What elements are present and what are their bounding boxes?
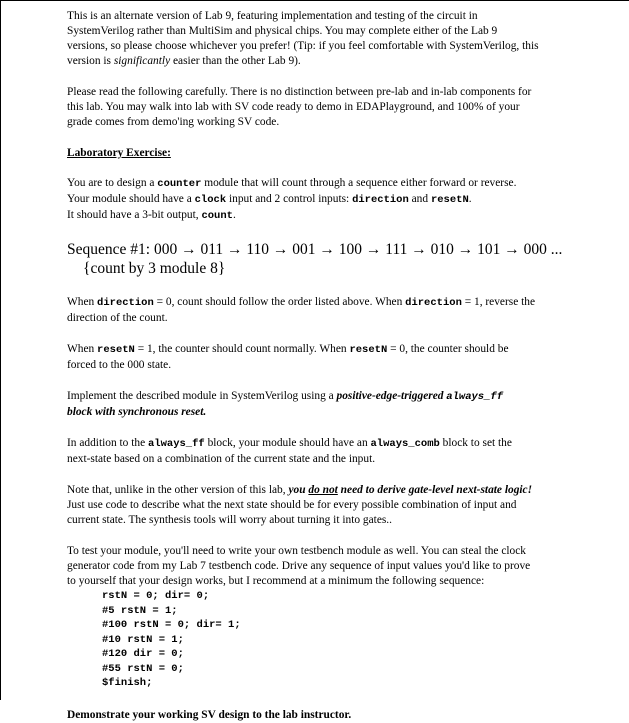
task-text: It should have a 3-bit output, [67, 209, 202, 221]
intro-line: versions, so please choose whichever you prefer! (Tip: if you feel comfortable with SystemVerilog, this [67, 40, 539, 52]
intro-line: SystemVerilog rather than MultiSim and physical chips. You may complete either of the Lab 9 [67, 25, 498, 37]
para-text: = 1, reverse the [461, 296, 536, 308]
code-always-ff: always_ff [148, 438, 205, 450]
code-count: count [201, 210, 233, 222]
notice-line: Please read the following carefully. There is no distinction between pre-lab and in-lab components for [67, 86, 532, 98]
task-text: Your module should have a [67, 193, 195, 205]
para-text: To test your module, you'll need to write your own testbench module as well. You can steal the clock [67, 545, 526, 557]
testbench-code-block [67, 589, 615, 691]
para-text: generator code from my Lab 7 testbench code. Drive any sequence of input values you'd like to prove [67, 560, 531, 572]
notice-paragraph [67, 85, 615, 130]
task-text: . [232, 209, 236, 221]
code-always-ff: always_ff [446, 391, 504, 403]
section-heading: Laboratory Exercise: [67, 147, 171, 159]
code-direction: direction [352, 194, 409, 206]
para-text: next-state based on a combination of the current state and the input. [67, 453, 376, 465]
para-text: forced to the 000 state. [67, 359, 172, 371]
code-direction: direction [405, 297, 462, 309]
code-line: #10 rstN = 1; [102, 633, 184, 646]
para-emphasis: block with synchronous reset. [67, 406, 207, 418]
task-text: You are to design a [67, 177, 158, 189]
code-line: #5 rstN = 1; [102, 604, 178, 617]
task-text: and [408, 193, 431, 205]
para-text: block to set the [439, 437, 512, 449]
para-text: direction of the count. [67, 312, 168, 324]
task-text: module that will count through a sequence either forward or reverse. [201, 177, 517, 189]
intro-line: version is [67, 55, 114, 67]
reset-paragraph [67, 342, 615, 373]
para-text: Note that, unlike in the other version of this lab, [67, 484, 289, 496]
para-text: to yourself that your design works, but I recommend at a minimum the following sequence: [67, 575, 485, 587]
code-line: #100 rstN = 0; dir= 1; [102, 619, 241, 631]
comb-paragraph [67, 436, 615, 467]
code-resetn: resetN [430, 194, 469, 206]
test-paragraph [67, 544, 615, 589]
para-emphasis: positive-edge-triggered [336, 390, 447, 402]
code-line: $finish; [102, 677, 153, 689]
notice-line: this lab. You may walk into lab with SV code ready to demo in EDAPlayground, and 100% of your [67, 101, 520, 113]
sequence-line: Sequence #1: 000 → 011 → 110 → 001 → 100 → 111 → 010 → 101 → 000 ... [67, 241, 563, 258]
para-text: In addition to the [67, 437, 148, 449]
para-text: When [67, 296, 98, 308]
para-text: current state. The synthesis tools will worry about turning it into gates.. [67, 514, 393, 526]
direction-paragraph [67, 295, 615, 326]
intro-paragraph [67, 9, 615, 69]
intro-emphasis: significantly [113, 55, 171, 67]
intro-line: easier than the other Lab 9). [170, 55, 301, 67]
code-line: #55 rstN = 0; [102, 662, 184, 675]
closing-line: Demonstrate your working SV design to the lab instructor. [67, 708, 352, 721]
para-text: block, your module should have an [204, 437, 371, 449]
code-resetn: resetN [97, 344, 135, 356]
code-line: #120 dir = 0; [102, 648, 184, 660]
para-text: = 1, the counter should count normally. When [134, 343, 350, 355]
para-text: Implement the described module in SystemVerilog using a [67, 390, 337, 402]
implement-paragraph [67, 389, 615, 420]
para-emphasis: need to derive gate-level next-state logic! [337, 484, 533, 496]
notice-line: grade comes from demo'ing working SV code. [67, 116, 280, 128]
task-paragraph [67, 176, 615, 224]
code-direction: direction [97, 297, 154, 309]
note-paragraph [67, 483, 615, 528]
code-line: rstN = 0; dir= 0; [102, 590, 210, 602]
para-text: = 0, the counter should be [387, 343, 509, 355]
intro-line: This is an alternate version of Lab 9, featuring implementation and testing of the circuit in [67, 10, 478, 22]
para-text: Just use code to describe what the next state should be for every possible combination of input and [67, 499, 517, 511]
para-emphasis-underlined: do not [308, 484, 338, 496]
task-text: input and 2 control inputs: [226, 193, 353, 205]
sequence-note: {count by 3 module 8} [83, 260, 226, 277]
code-resetn: resetN [349, 344, 388, 356]
sequence-block [67, 240, 615, 278]
code-counter: counter [157, 178, 202, 190]
code-always-comb: always_comb [370, 438, 440, 450]
para-text: = 0, count should follow the order listed above. When [153, 296, 406, 308]
para-text: When [67, 343, 98, 355]
code-clock: clock [194, 194, 227, 206]
para-emphasis: you [288, 484, 309, 496]
task-text: . [468, 193, 472, 205]
